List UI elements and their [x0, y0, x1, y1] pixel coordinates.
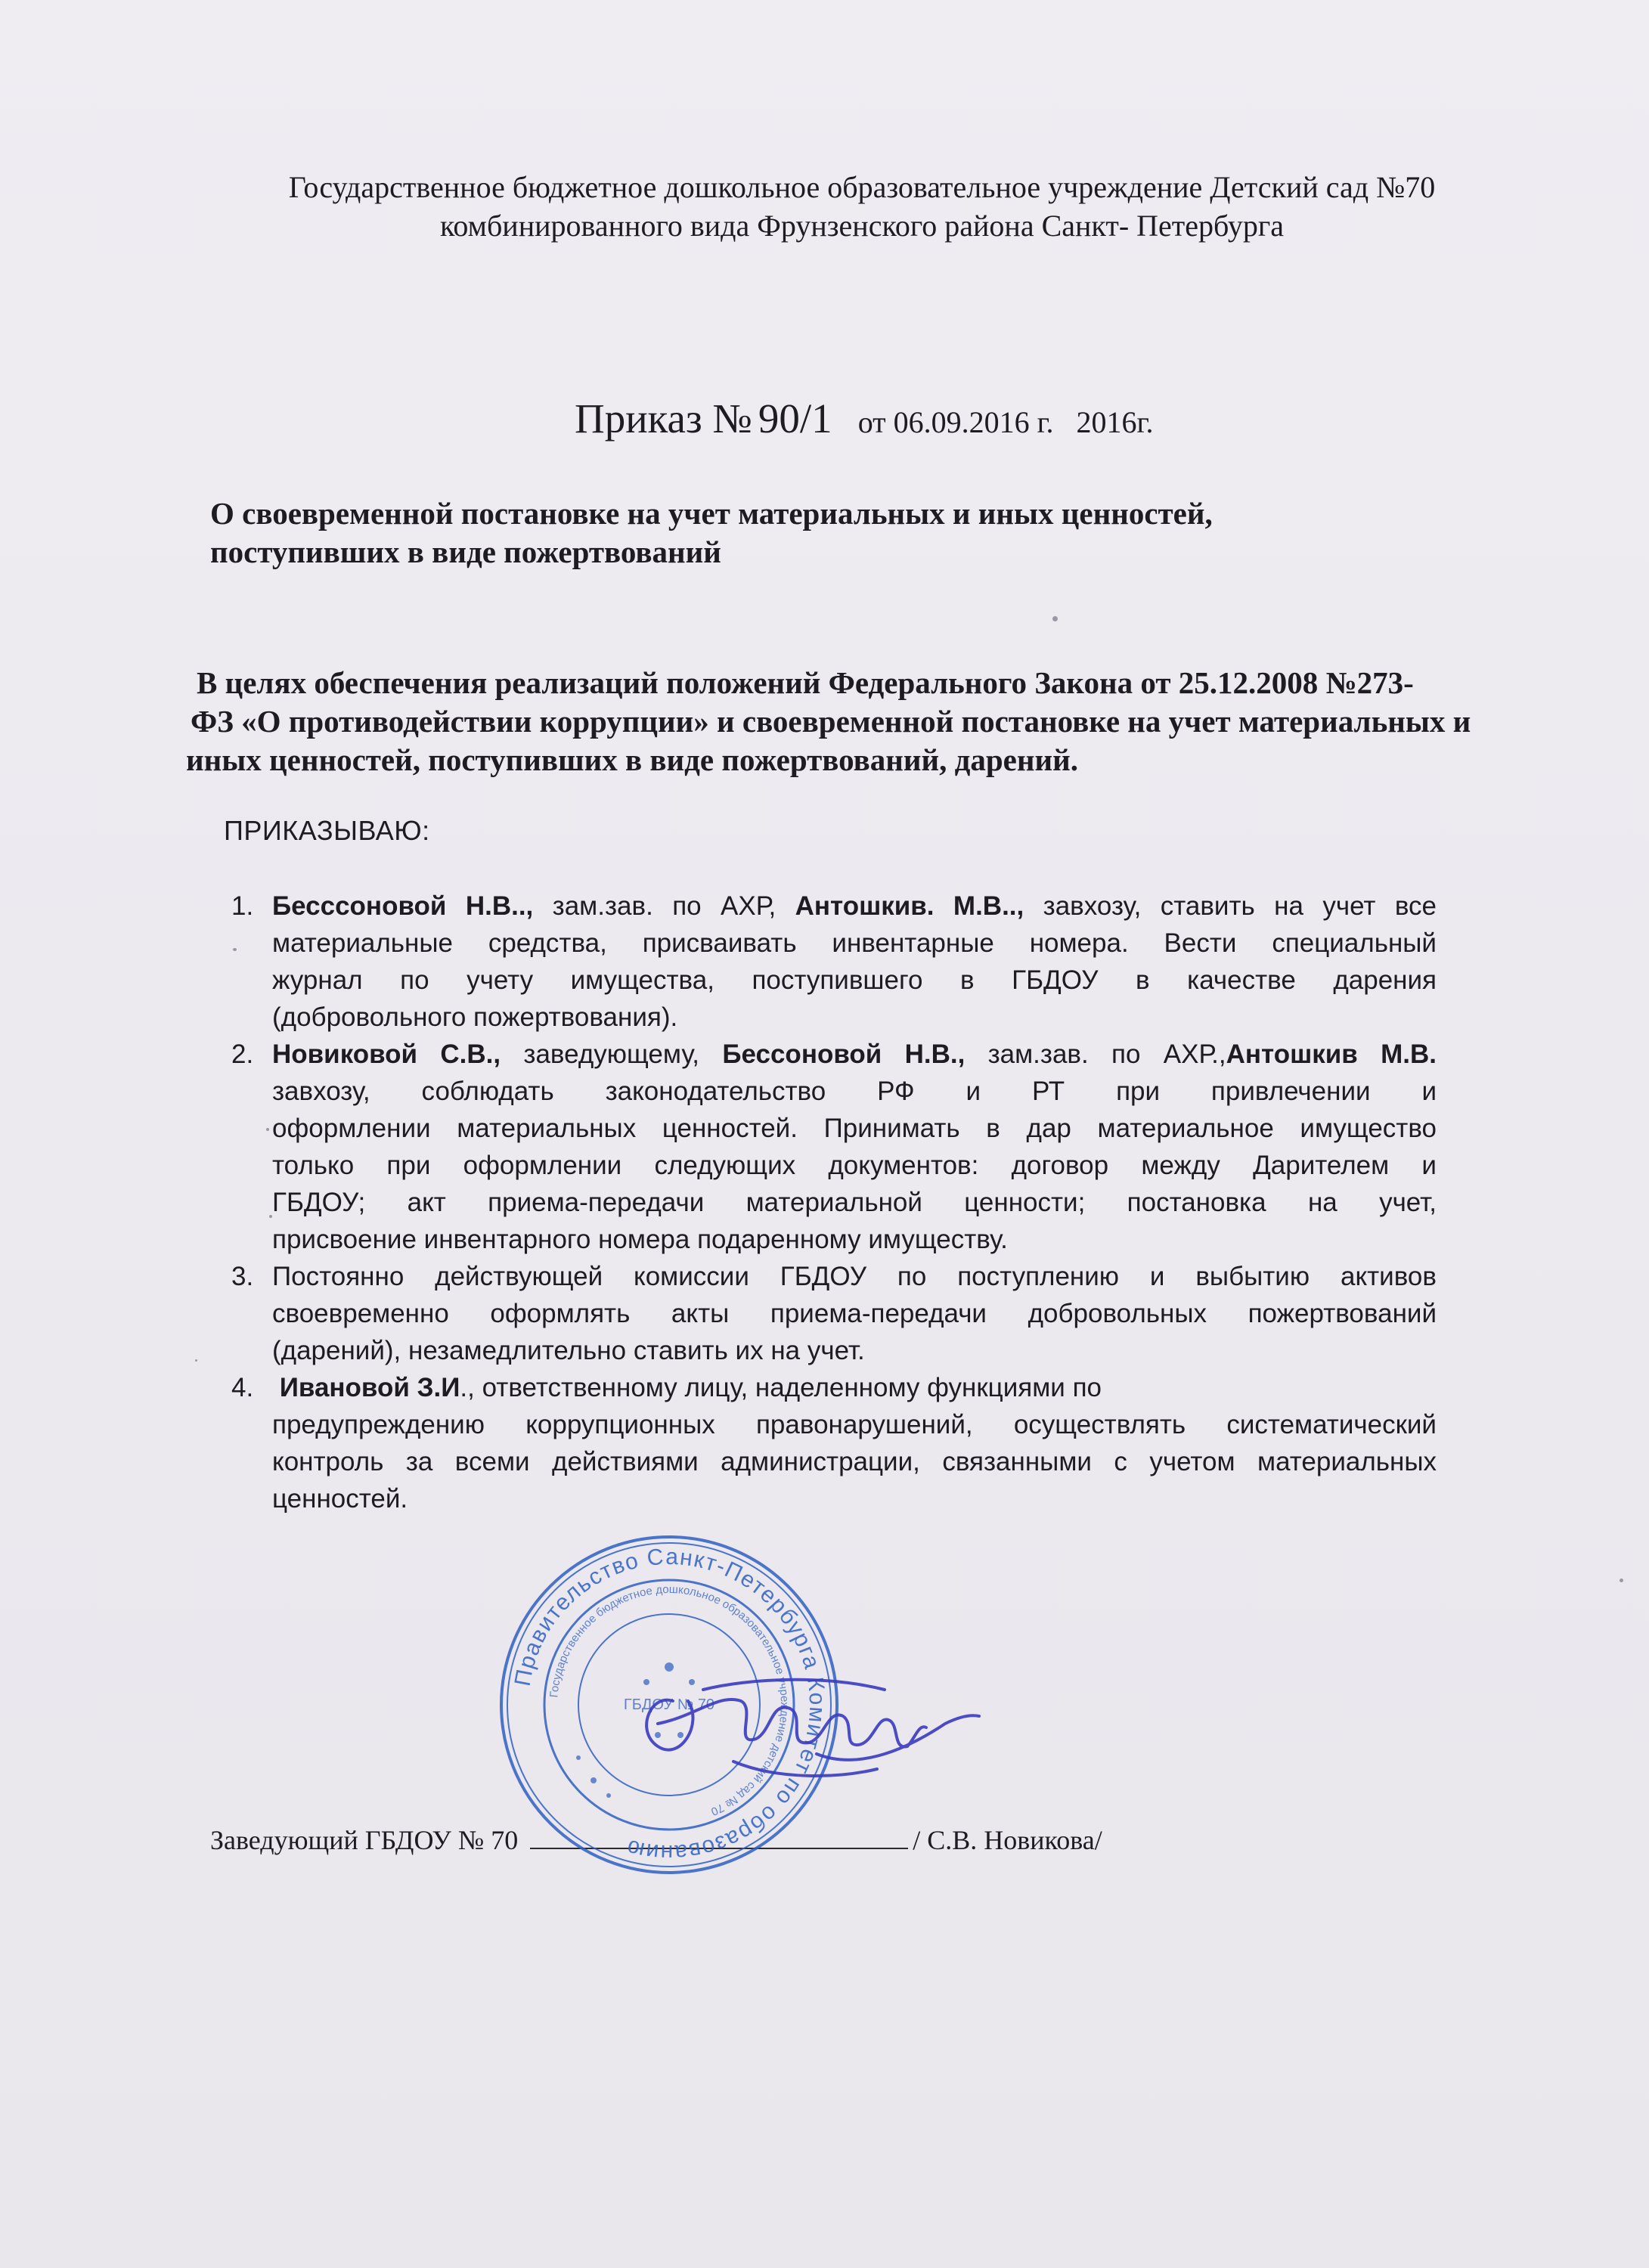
preamble-line-2: ФЗ «О противодействии коррупции» и своевременной постановке на учет материальных и — [191, 704, 1471, 739]
subject-line-1: О своевременной постановке на учет материальных и иных ценностей, — [210, 496, 1213, 531]
order-item-4 — [227, 1369, 1437, 1517]
item-number: 3. — [231, 1262, 254, 1291]
order-item-3 — [227, 1258, 1437, 1369]
scan-speck — [195, 1359, 197, 1362]
item-line: контроль за всеми действиями администрации, связанными с учетом материальных — [272, 1447, 1437, 1476]
item-number: 4. — [231, 1373, 254, 1402]
item-text: заведующему, — [501, 1040, 723, 1069]
item-line — [272, 1036, 1437, 1073]
item-line: материальные средства, присваивать инвентарные номера. Вести специальный — [272, 928, 1437, 958]
item-text: ., ответственному лицу, наделенному функциями по — [460, 1373, 1102, 1402]
item-line — [272, 888, 1437, 925]
scan-speck — [1620, 1579, 1623, 1582]
handwritten-signature — [628, 1648, 983, 1807]
item-line: присвоение инвентарного номера подаренному имуществу. — [272, 1225, 1008, 1254]
signer-position: Заведующий ГБДОУ № 70 — [210, 1825, 519, 1855]
organization-header — [151, 168, 1573, 245]
person-name: Бесссоновой Н.В.., — [272, 891, 534, 921]
item-line: Постоянно действующей комиссии ГБДОУ по поступлению и выбытию активов — [272, 1262, 1437, 1291]
order-subject — [210, 494, 1344, 572]
order-title-line — [575, 395, 1153, 442]
item-line: (дарений), незамедлительно ставить их на учет. — [272, 1336, 865, 1365]
item-text: зам.зав. по АХР., — [965, 1040, 1226, 1069]
item-line: оформлении материальных ценностей. Принимать в дар материальное имущество — [272, 1114, 1437, 1143]
stamp-outer-textpath: Правительство Санкт-Петербурга Комитет по образованию — [510, 1544, 830, 1866]
preamble-line-1: В целях обеспечения реализаций положений Федерального Закона от 25.12.2008 №273- — [197, 665, 1414, 700]
org-line-1: Государственное бюджетное дошкольное образовательное учреждение Детский сад №70 — [288, 170, 1436, 204]
item-line: ценностей. — [272, 1484, 408, 1514]
item-line: завхозу, соблюдать законодательство РФ и РТ при привлечении и — [272, 1077, 1437, 1106]
item-line: своевременно оформлять акты приема-передачи добровольных пожертвований — [272, 1299, 1437, 1328]
org-line-2: комбинированного вида Фрунзенского района Санкт- Петербурга — [440, 209, 1284, 243]
stamp-inner-textpath: Государственное бюджетное дошкольное образовательное учреждение детский сад № 70 — [547, 1582, 792, 1818]
order-number: 90/1 — [758, 395, 832, 442]
person-name: Антошкив М.В. — [1226, 1040, 1437, 1069]
item-line: ГБДОУ; акт приема-передачи материальной ценности; постановка на учет, — [272, 1188, 1437, 1217]
item-number: 1. — [231, 891, 254, 921]
order-date: от 06.09.2016 г. — [857, 405, 1054, 439]
scan-speck — [1052, 616, 1058, 621]
item-number: 2. — [231, 1040, 254, 1069]
person-name: Новиковой С.В., — [272, 1040, 501, 1069]
item-line — [272, 1369, 1437, 1406]
order-item-2 — [227, 1036, 1437, 1258]
item-line: (добровольного пожертвования). — [272, 1002, 678, 1032]
item-line: предупреждению коррупционных правонарушений, осуществлять систематический — [272, 1410, 1437, 1439]
stamp-center-text: ГБДОУ № 70 — [623, 1696, 715, 1713]
item-line: журнал по учету имущества, поступившего в ГБДОУ в качестве дарения — [272, 965, 1437, 995]
preamble — [186, 664, 1491, 779]
person-name: Антошкив. М.В.., — [795, 891, 1024, 921]
subject-line-2: поступивших в виде пожертвований — [210, 534, 721, 569]
signer-name: / С.В. Новикова/ — [913, 1825, 1102, 1855]
item-text: завхозу, ставить на учет все — [1024, 891, 1437, 921]
order-label: Приказ № — [575, 395, 752, 442]
person-name: Бессоновой Н.В., — [722, 1040, 966, 1069]
item-line: только при оформлении следующих документов: договор между Дарителем и — [272, 1151, 1437, 1180]
person-name: Ивановой З.И — [279, 1373, 460, 1402]
order-item-1 — [227, 888, 1437, 1036]
preamble-line-3: иных ценностей, поступивших в виде пожертвований, дарений. — [186, 742, 1078, 777]
order-items-list — [227, 888, 1437, 1517]
order-year: 2016г. — [1076, 405, 1154, 439]
item-text: зам.зав. по АХР, — [533, 891, 795, 921]
orders-heading: ПРИКАЗЫВАЮ: — [224, 815, 430, 846]
